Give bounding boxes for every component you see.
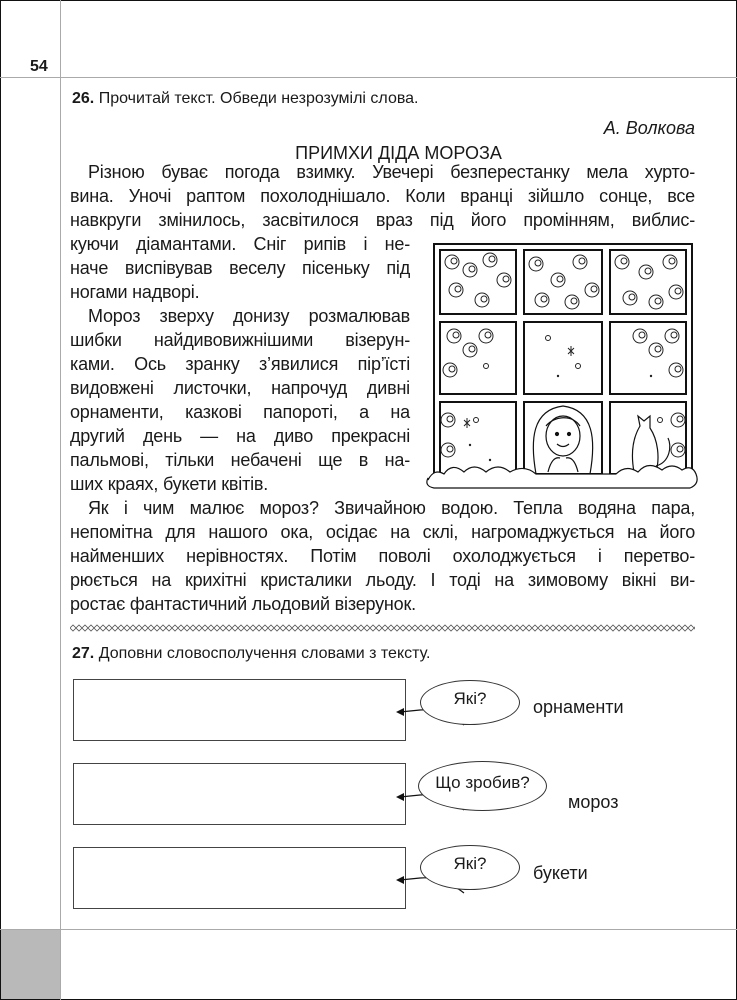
text-line: Мороз зверху донизу розмалював	[88, 306, 410, 326]
window-illustration	[426, 240, 702, 498]
task-26-heading	[72, 90, 419, 108]
footer-line	[0, 929, 737, 930]
text-line: ногами надворі.	[70, 282, 200, 302]
text-line: ростає фантастичний льодовий візерунок.	[70, 594, 416, 614]
footer-gray-block	[1, 930, 60, 999]
task-number: 27.	[72, 645, 95, 662]
task-number: 26.	[72, 90, 95, 107]
text-line: Різною буває погода взимку. Увечері безперестанку мела хурто-	[88, 162, 695, 182]
task-instruction: Прочитай текст. Обведи незрозумілі слова.	[98, 90, 419, 107]
story-title: ПРИМХИ ДІДА МОРОЗА	[295, 143, 502, 163]
text-line: шибки найдивовижнішими візерун-	[70, 330, 410, 350]
answer-box-2[interactable]	[73, 763, 406, 825]
text-line: непомітна для нашого ока, осідає на склі, нагромаджується на його	[70, 522, 695, 542]
text-line: ками. Ось зранку з’явилися пір’їсті	[70, 354, 410, 374]
answer-box-3[interactable]	[73, 847, 406, 909]
question-bubble-1: Які?	[420, 680, 520, 725]
page-number: 54	[30, 58, 48, 75]
author: А. Волкова	[603, 118, 695, 138]
section-divider	[70, 623, 695, 633]
text-line: пальмові, тільки небачені ще в на-	[70, 450, 410, 470]
text-line: рюється на крихітні кристалики льоду. І тоді на зимовому вікні ви-	[70, 570, 695, 590]
text-line: другий день — на диво прекрасні	[70, 426, 410, 446]
text-line: куючи діамантами. Сніг рипів і не-	[70, 234, 410, 254]
text-line: наче виспівував веселу пісеньку під	[70, 258, 410, 278]
task-instruction: Доповни словосполучення словами з тексту.	[98, 645, 431, 662]
text-line: навкруги змінилось, засвітилося враз під його промінням, виблис-	[70, 210, 695, 230]
text-line: ших краях, букети квітів.	[70, 474, 269, 494]
question-bubble-2: Що зробив?	[418, 761, 547, 811]
text-line: орнаменти, казкові папороті, а на	[70, 402, 410, 422]
target-word-1: орнаменти	[533, 697, 624, 717]
target-word-3: букети	[533, 863, 588, 883]
header-line	[0, 77, 737, 78]
text-line: вина. Уночі раптом похолоднішало. Коли вранці зійшло сонце, все	[70, 186, 695, 206]
text-line: видовжені листочки, напрочуд дивні	[70, 378, 410, 398]
text-line: найменших нерівностях. Потім поволі охолоджується і перетво-	[70, 546, 695, 566]
question-bubble-3: Які?	[420, 845, 520, 890]
answer-box-1[interactable]	[73, 679, 406, 741]
target-word-2: мороз	[568, 792, 619, 812]
task-27-heading	[72, 645, 430, 663]
text-line: Як і чим малює мороз? Звичайною водою. Тепла водяна пара,	[88, 498, 695, 518]
